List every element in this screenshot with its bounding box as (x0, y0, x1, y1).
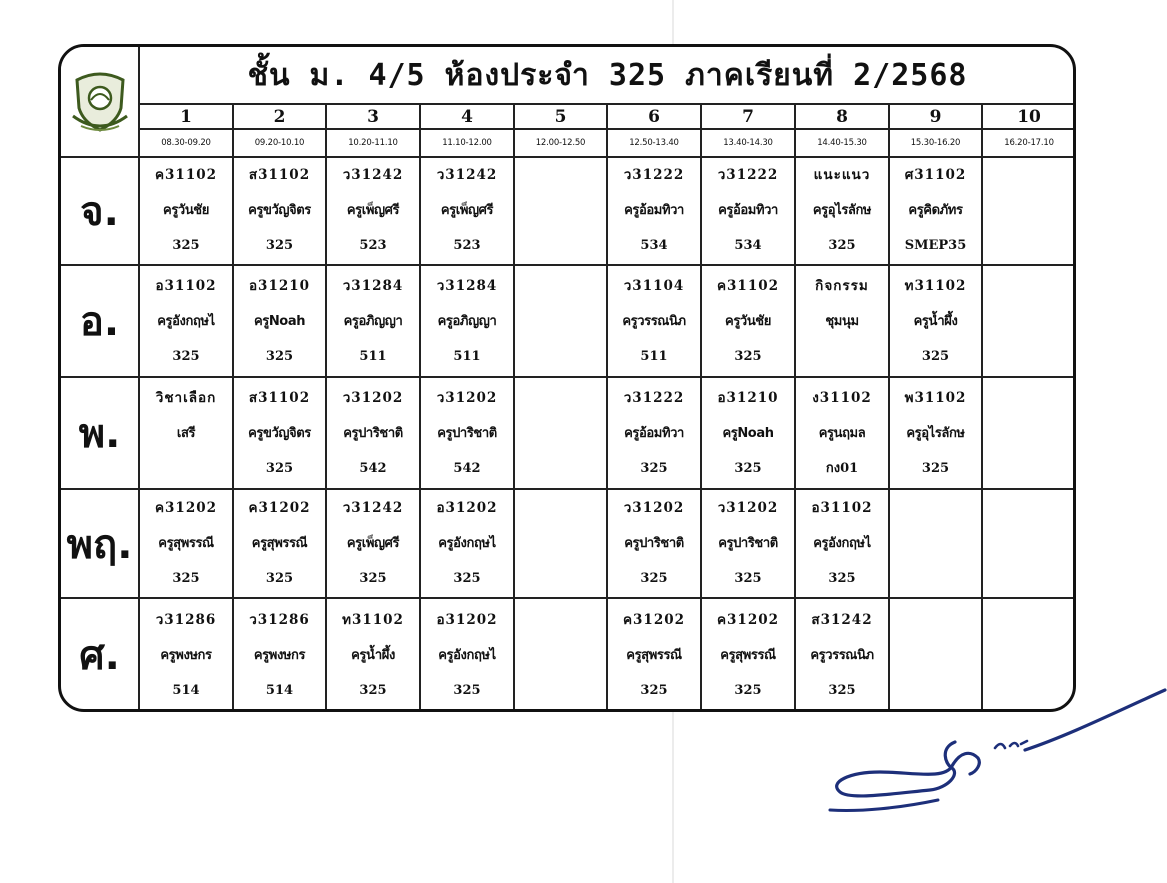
class-slot (233, 377, 326, 489)
room-number (983, 228, 1075, 263)
class-slot (139, 377, 233, 489)
class-slot (982, 489, 1075, 598)
page-title: ชั้น ม. 4/5 ห้องประจำ 325 ภาคเรียนที่ 2/2568 (139, 47, 1075, 104)
subject-code (515, 491, 606, 526)
subject-code: อ31102 (155, 277, 217, 294)
subject-code (890, 491, 981, 526)
teacher-name: ครูเพ็ญศรี (346, 536, 400, 552)
period-number: 10 (982, 104, 1075, 128)
room-number (515, 339, 606, 374)
class-slot (607, 377, 701, 489)
class-slot (420, 489, 514, 598)
room-number (515, 561, 606, 596)
class-slot (233, 157, 326, 265)
school-logo-cell (61, 47, 139, 157)
room-number: 325 (921, 460, 950, 476)
class-slot (139, 598, 233, 711)
subject-code: อ31202 (436, 500, 498, 517)
class-slot (607, 157, 701, 265)
day-row (61, 377, 1075, 489)
class-slot (139, 489, 233, 598)
teacher-name (983, 193, 1075, 228)
period-time: 08.30-09.20 (139, 129, 233, 157)
day-row (61, 265, 1075, 378)
teacher-name: ครูNoah (722, 425, 774, 441)
teacher-name (890, 526, 981, 561)
class-slot (514, 377, 607, 489)
period-time: 16.20-17.10 (982, 129, 1075, 157)
subject-code (515, 269, 606, 304)
class-slot (326, 598, 420, 711)
class-slot (701, 157, 795, 265)
subject-code: อ31102 (811, 500, 873, 517)
teacher-name: ครูสุพรรณี (251, 536, 308, 552)
teacher-name: ครูขวัญจิตร (248, 203, 311, 219)
teacher-name: ครูขวัญจิตร (248, 425, 311, 441)
teacher-name: ครูคิดภัทร (908, 203, 963, 219)
period-number: 2 (233, 104, 326, 128)
subject-code: ว31202 (623, 500, 685, 517)
room-number: 325 (734, 682, 762, 698)
room-number (983, 339, 1075, 374)
room-number: 523 (453, 238, 481, 254)
teacher-name (515, 526, 606, 561)
period-time: 12.50-13.40 (607, 129, 701, 157)
teacher-name (890, 638, 981, 673)
room-number (983, 451, 1075, 486)
room-number (983, 561, 1075, 596)
subject-code: ค31102 (155, 167, 217, 184)
teacher-name: ครูปาริชาติ (624, 536, 684, 552)
room-number (140, 451, 232, 486)
room-number: 542 (453, 460, 481, 476)
room-number (515, 451, 606, 486)
subject-code: ส31102 (248, 167, 311, 184)
teacher-name (983, 526, 1075, 561)
room-number: 325 (265, 571, 294, 587)
period-number: 8 (795, 104, 889, 128)
teacher-name: ครูอ้อมทิวา (624, 203, 684, 219)
room-number: 511 (359, 348, 387, 364)
period-number: 4 (420, 104, 514, 128)
subject-code: ว31242 (436, 167, 498, 184)
class-slot (982, 157, 1075, 265)
room-number: 325 (734, 348, 762, 364)
subject-code: ค31102 (717, 277, 779, 294)
room-number: 325 (265, 238, 294, 254)
room-number: 511 (453, 348, 481, 364)
room-number: 514 (265, 682, 294, 698)
period-number: 1 (139, 104, 233, 128)
room-number (515, 673, 606, 708)
room-number: 325 (172, 571, 200, 587)
teacher-name: ครูปาริชาติ (718, 536, 778, 552)
class-slot (326, 157, 420, 265)
teacher-name: ครูวรรณนิภ (622, 313, 686, 329)
teacher-name: ครูอุไรลักษ (906, 425, 965, 441)
teacher-name: ครูเพ็ญศรี (440, 203, 494, 219)
room-number: 325 (640, 460, 668, 476)
subject-code: ค31202 (717, 611, 779, 628)
period-time: 15.30-16.20 (889, 129, 982, 157)
period-time: 14.40-15.30 (795, 129, 889, 157)
room-number: 534 (640, 238, 668, 254)
room-number: 325 (640, 571, 668, 587)
room-number: 511 (640, 348, 668, 364)
subject-code: ส31242 (811, 611, 873, 628)
day-label: พฤ. (61, 489, 139, 598)
subject-code: ท31102 (904, 277, 967, 294)
class-slot (701, 598, 795, 711)
teacher-name (515, 638, 606, 673)
teacher-name: ครูวันชัย (163, 203, 209, 219)
class-slot (514, 265, 607, 378)
teacher-name: ครูอภิญญา (343, 313, 403, 329)
class-slot (326, 489, 420, 598)
period-time: 10.20-11.10 (326, 129, 420, 157)
teacher-name: ครูวันชัย (725, 313, 771, 329)
room-number (796, 339, 888, 374)
subject-code: อ31210 (248, 277, 311, 294)
room-number: 325 (172, 238, 200, 254)
room-number: 325 (828, 571, 856, 587)
period-time: 11.10-12.00 (420, 129, 514, 157)
subject-code (515, 158, 606, 193)
subject-code: ว31242 (342, 500, 404, 517)
teacher-name: ครูอังกฤษไ (157, 313, 215, 329)
room-number: 325 (734, 460, 762, 476)
room-number (515, 228, 606, 263)
class-slot (795, 489, 889, 598)
room-number: 325 (828, 238, 856, 254)
class-slot (326, 377, 420, 489)
subject-code: ว31284 (436, 277, 498, 294)
teacher-name: ครูสุพรรณี (626, 647, 682, 663)
class-slot (982, 265, 1075, 378)
subject-code: ค31202 (248, 500, 311, 517)
teacher-name: ครูวรรณนิภ (810, 647, 874, 663)
timetable (61, 47, 1075, 711)
room-number: 523 (359, 238, 387, 254)
room-number: 325 (921, 348, 950, 364)
subject-code: ว31222 (717, 167, 779, 184)
class-slot (514, 157, 607, 265)
timetable-card (58, 44, 1076, 712)
room-number: 325 (640, 682, 668, 698)
class-slot (139, 265, 233, 378)
class-slot (233, 265, 326, 378)
room-number: 514 (172, 682, 200, 698)
teacher-name: ครูอภิญญา (437, 313, 497, 329)
class-slot (889, 489, 982, 598)
teacher-name: ครูพงษกร (160, 647, 212, 663)
teacher-name: ครูNoah (253, 313, 306, 329)
period-time: 09.20-10.10 (233, 129, 326, 157)
signature (820, 680, 1167, 840)
school-logo-icon (67, 66, 133, 136)
class-slot (607, 489, 701, 598)
subject-code: ว31202 (436, 389, 498, 406)
teacher-name: ครูสุพรรณี (720, 647, 776, 663)
teacher-name (515, 304, 606, 339)
period-number: 9 (889, 104, 982, 128)
class-slot (607, 265, 701, 378)
teacher-name: ครูพงษกร (253, 647, 306, 663)
teacher-name (983, 416, 1075, 451)
subject-code: ว31222 (623, 389, 685, 406)
period-number: 5 (514, 104, 607, 128)
room-number: 325 (359, 571, 387, 587)
class-slot (607, 598, 701, 711)
subject-code: ศ31102 (904, 167, 967, 184)
period-number: 7 (701, 104, 795, 128)
class-slot (233, 489, 326, 598)
subject-code: ส31102 (248, 389, 311, 406)
class-slot (795, 157, 889, 265)
room-number: 325 (265, 348, 294, 364)
class-slot (420, 265, 514, 378)
teacher-name: ครูปาริชาติ (437, 425, 497, 441)
room-number: 325 (359, 682, 387, 698)
period-time: 13.40-14.30 (701, 129, 795, 157)
subject-code (983, 603, 1075, 638)
subject-code: ว31286 (155, 611, 217, 628)
subject-code (983, 269, 1075, 304)
subject-code: ว31202 (342, 389, 404, 406)
subject-code (983, 491, 1075, 526)
class-slot (326, 265, 420, 378)
class-slot (139, 157, 233, 265)
class-slot (701, 489, 795, 598)
teacher-name: ครูอ้อมทิวา (718, 203, 778, 219)
teacher-name: ครูน้ำผึ้ง (913, 313, 958, 329)
teacher-name: เสรี (176, 425, 196, 441)
teacher-name: ครูเพ็ญศรี (346, 203, 400, 219)
subject-code (983, 158, 1075, 193)
period-number: 6 (607, 104, 701, 128)
room-number: 325 (828, 682, 856, 698)
day-row (61, 489, 1075, 598)
period-time: 12.00-12.50 (514, 129, 607, 157)
subject-code: ว31286 (249, 611, 310, 628)
subject-code: ว31242 (342, 167, 404, 184)
subject-code: วิชาเลือก (155, 389, 217, 406)
room-number: กง01 (825, 460, 859, 476)
teacher-name: ชุมนุม (825, 313, 859, 329)
class-slot (701, 265, 795, 378)
subject-code (983, 381, 1075, 416)
room-number: 325 (265, 460, 294, 476)
day-label: ศ. (61, 598, 139, 711)
teacher-name: ครูอังกฤษไ (438, 647, 496, 663)
subject-code: ค31202 (623, 611, 685, 628)
day-row (61, 157, 1075, 265)
day-label: พ. (61, 377, 139, 489)
subject-code: แนะแนว (813, 167, 871, 184)
subject-code: กิจกรรม (815, 277, 869, 294)
teacher-name (515, 193, 606, 228)
class-slot (514, 598, 607, 711)
subject-code: ว31222 (623, 167, 685, 184)
teacher-name: ครูสุพรรณี (158, 536, 214, 552)
class-slot (233, 598, 326, 711)
room-number: SMEP35 (904, 238, 967, 254)
teacher-name: ครูอุไรลักษ (812, 203, 872, 219)
teacher-name: ครูอังกฤษไ (813, 536, 871, 552)
subject-code: ว31202 (717, 500, 779, 517)
class-slot (514, 489, 607, 598)
teacher-name (515, 416, 606, 451)
class-slot (795, 265, 889, 378)
teacher-name (983, 638, 1075, 673)
class-slot (701, 377, 795, 489)
period-number: 3 (326, 104, 420, 128)
class-slot (420, 377, 514, 489)
subject-code: ท31102 (342, 611, 404, 628)
subject-code (515, 381, 606, 416)
class-slot (889, 265, 982, 378)
subject-code (890, 603, 981, 638)
room-number: 325 (734, 571, 762, 587)
room-number (890, 561, 981, 596)
room-number: 534 (734, 238, 762, 254)
class-slot (982, 377, 1075, 489)
teacher-name: ครูอ้อมทิวา (624, 425, 684, 441)
room-number: 325 (453, 682, 481, 698)
class-slot (889, 377, 982, 489)
room-number: 542 (359, 460, 387, 476)
room-number: 325 (172, 348, 200, 364)
subject-code: ว31104 (623, 277, 685, 294)
subject-code: ค31202 (155, 500, 217, 517)
subject-code: ง31102 (812, 389, 872, 406)
subject-code (515, 603, 606, 638)
day-label: อ. (61, 265, 139, 378)
room-number: 325 (453, 571, 481, 587)
class-slot (420, 598, 514, 711)
class-slot (889, 157, 982, 265)
teacher-name: ครูน้ำผึ้ง (351, 647, 395, 663)
day-label: จ. (61, 157, 139, 265)
subject-code: พ31102 (904, 389, 967, 406)
class-slot (795, 377, 889, 489)
teacher-name (983, 304, 1075, 339)
subject-code: อ31202 (436, 611, 498, 628)
class-slot (420, 157, 514, 265)
teacher-name: ครูนฤมล (818, 425, 866, 441)
teacher-name: ครูปาริชาติ (343, 425, 403, 441)
subject-code: อ31210 (717, 389, 779, 406)
subject-code: ว31284 (342, 277, 404, 294)
teacher-name: ครูอังกฤษไ (438, 536, 496, 552)
